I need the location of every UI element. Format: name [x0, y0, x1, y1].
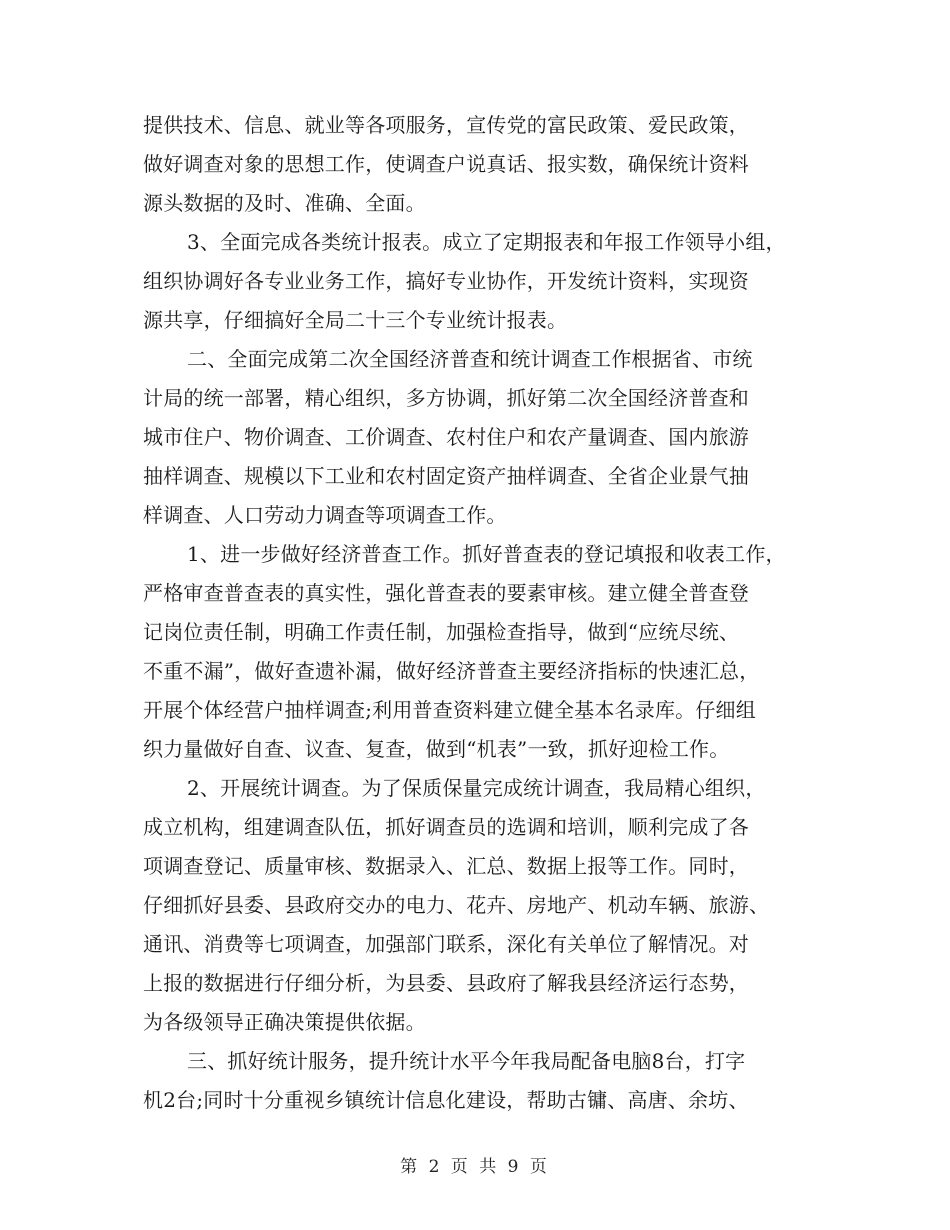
text-line: 开展个体经营户抽样调查;利用普查资料建立健全基本名录库。仔细组	[143, 698, 756, 722]
text-line: 做好调查对象的思想工作，使调查户说真话、报实数，确保统计资料	[143, 152, 749, 176]
text-line: 仔细抓好县委、县政府交办的电力、花卉、房地产、机动车辆、旅游、	[143, 893, 770, 917]
text-line: 记岗位责任制，明确工作责任制，加强检查指导，做到“应统尽统、	[143, 620, 740, 644]
text-line: 源头数据的及时、准确、全面。	[143, 191, 426, 215]
text-line: 成立机构，组建调查队伍，抓好调查员的选调和培训，顺利完成了各	[143, 815, 749, 839]
text-line: 2、开展统计调查。为了保质保量完成统计调查，我局精心组织，	[187, 776, 766, 800]
text-line: 3、全面完成各类统计报表。成立了定期报表和年报工作领导小组，	[187, 230, 786, 254]
text-line: 严格审查普查表的真实性，强化普查表的要素审核。建立健全普查登	[143, 581, 749, 605]
text-line: 通讯、消费等七项调查，加强部门联系，深化有关单位了解情况。对	[143, 932, 749, 956]
text-line: 二、全面完成第二次全国经济普查和统计调查工作根据省、市统	[187, 347, 753, 371]
document-body	[143, 106, 828, 1120]
text-line: 源共享，仔细搞好全局二十三个专业统计报表。	[143, 308, 568, 332]
text-line: 提供技术、信息、就业等各项服务，宣传党的富民政策、爱民政策，	[143, 113, 749, 137]
text-line: 样调查、人口劳动力调查等项调查工作。	[143, 503, 507, 527]
text-line: 计局的统一部署，精心组织，多方协调，抓好第二次全国经济普查和	[143, 386, 749, 410]
text-line: 织力量做好自查、议查、复查，做到“机表”一致，抓好迎检工作。	[143, 737, 730, 761]
text-line: 组织协调好各专业业务工作，搞好专业协作，开发统计资料，实现资	[143, 269, 749, 293]
text-line: 机2台;同时十分重视乡镇统计信息化建设，帮助古镛、高唐、余坊、	[143, 1088, 749, 1112]
text-line: 上报的数据进行仔细分析，为县委、县政府了解我县经济运行态势，	[143, 971, 749, 995]
text-line: 城市住户、物价调查、工价调查、农村住户和农产量调查、国内旅游	[143, 425, 749, 449]
text-line: 不重不漏”，做好查遗补漏，做好经济普查主要经济指标的快速汇总，	[143, 659, 760, 683]
page-footer: 第 2 页 共 9 页	[400, 1157, 550, 1177]
text-line: 1、进一步做好经济普查工作。抓好普查表的登记填报和收表工作，	[187, 542, 786, 566]
text-line: 抽样调查、规模以下工业和农村固定资产抽样调查、全省企业景气抽	[143, 464, 749, 488]
text-line: 三、抓好统计服务，提升统计水平今年我局配备电脑8台，打字	[187, 1049, 746, 1073]
text-line: 项调查登记、质量审核、数据录入、汇总、数据上报等工作。同时，	[143, 854, 749, 878]
text-line: 为各级领导正确决策提供依据。	[143, 1010, 426, 1034]
